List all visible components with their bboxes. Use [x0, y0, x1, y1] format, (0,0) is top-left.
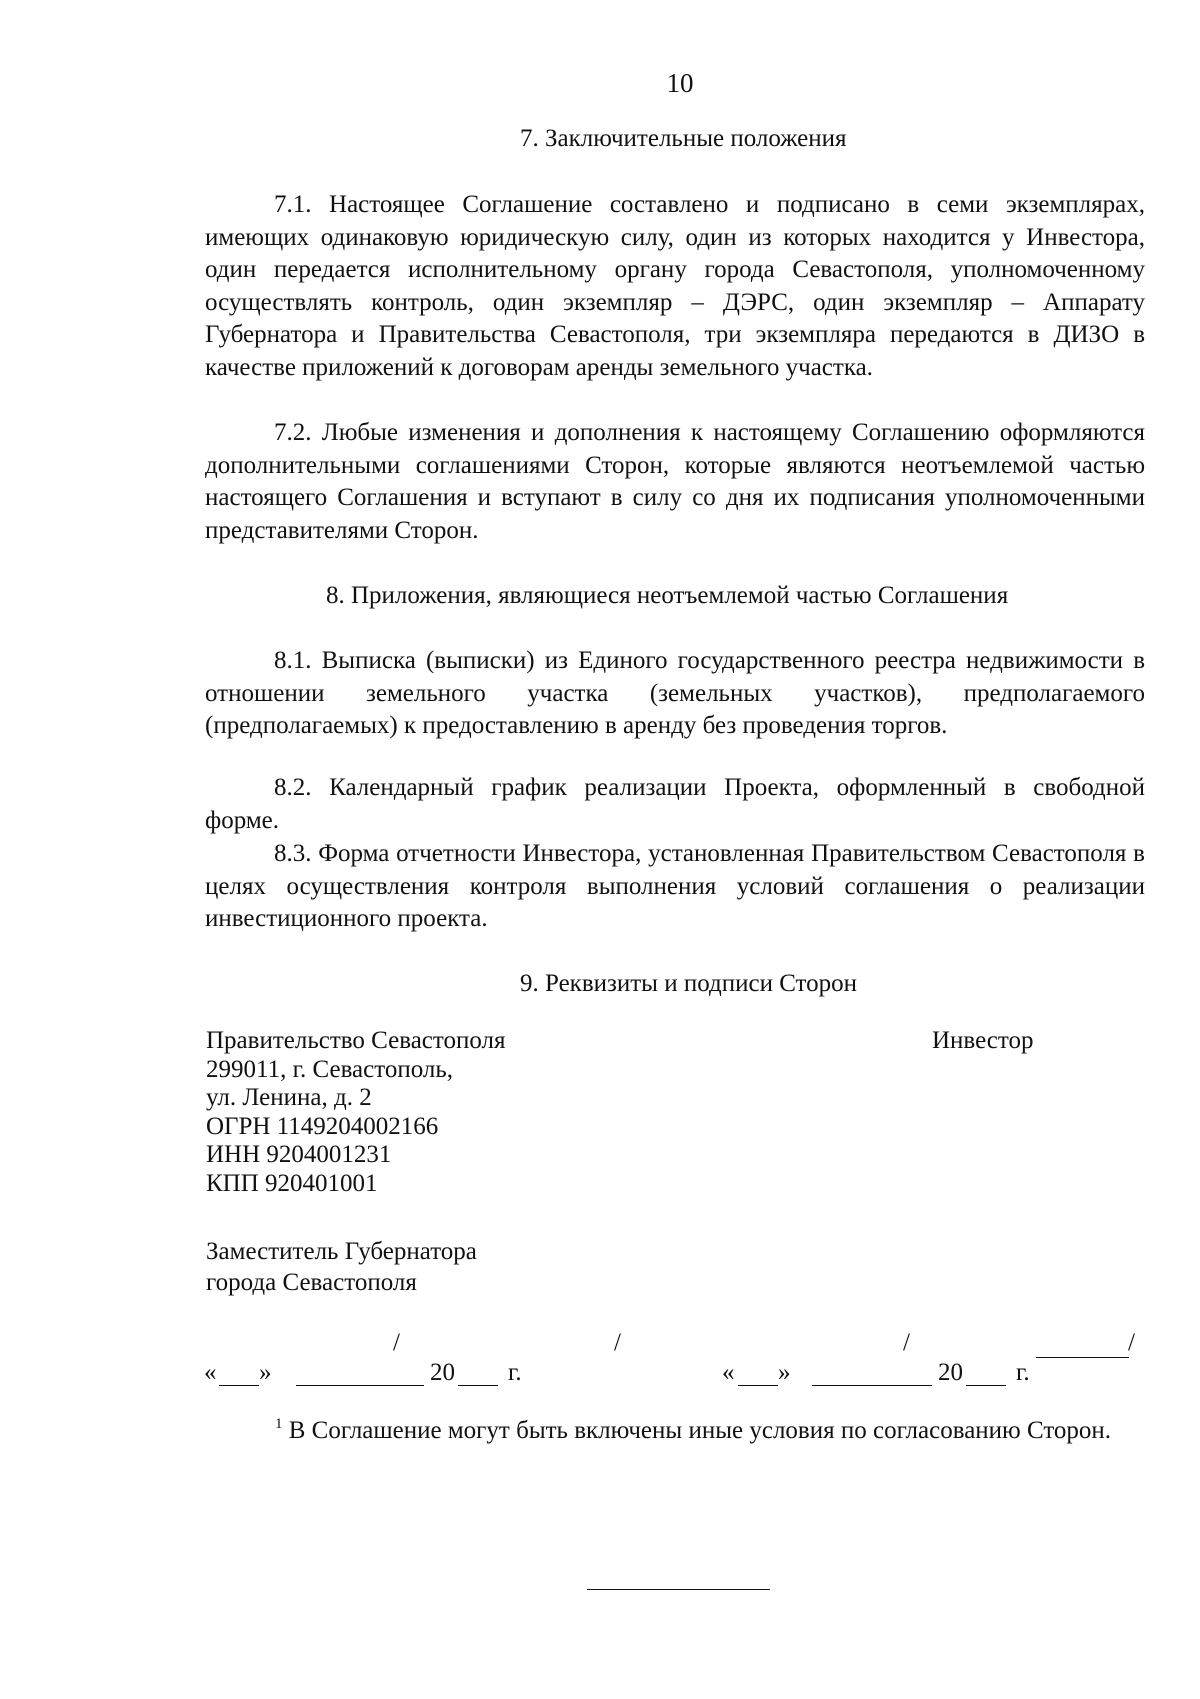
quote-open: «: [722, 1359, 735, 1386]
signature-blank-line: [1036, 1357, 1129, 1358]
paragraph-8-1: 8.1. Выписка (выписки) из Единого государственного реестра недвижимости в отношении земельного участка (земельных участков), предполагаемого (предполагаемых) к предоставлению в аренду без проведения торгов.: [205, 647, 1145, 739]
signatory-position: [206, 1236, 477, 1298]
month-blank-line: [296, 1385, 424, 1386]
government-requisites: [206, 1027, 506, 1198]
footnote-marker: 1: [275, 1416, 283, 1432]
party-name: Правительство Севастополя: [206, 1027, 506, 1054]
page-number: 10: [666, 68, 694, 98]
footnote: [205, 1408, 1145, 1447]
section-8-heading: 8. Приложения, являющиеся неотъемлемой частью Соглашения: [326, 582, 1009, 609]
position-line: Заместитель Губернатора: [206, 1238, 477, 1265]
day-blank-line: [219, 1385, 259, 1386]
year-prefix: 20: [430, 1359, 455, 1386]
paragraph-8-3: 8.3. Форма отчетности Инвестора, установленная Правительством Севастополя в целях осуществления контроля выполнения условий соглашения о реализации инвестиционного проекта.: [205, 840, 1145, 932]
paragraph-8-2: 8.2. Календарный график реализации Проекта, оформленный в свободной форме.: [205, 774, 1145, 834]
quote-close: »: [778, 1359, 791, 1386]
paragraph-7-2: 7.2. Любые изменения и дополнения к настоящему Соглашению оформляются дополнительными соглашениями Сторон, которые являются неотъемлемой частью настоящего Соглашения и вступают в силу со дня их подписания уполномоченными представителями Сторон.: [205, 419, 1145, 544]
year-suffix: г.: [508, 1359, 522, 1386]
quote-open: «: [204, 1359, 217, 1386]
signature-slash: /: [393, 1329, 400, 1356]
signature-slash: /: [903, 1329, 910, 1356]
ogrn: ОГРН 1149204002166: [206, 1112, 439, 1140]
address-line: ул. Ленина, д. 2: [206, 1084, 372, 1111]
year-suffix: г.: [1016, 1359, 1030, 1386]
end-separator-line: [587, 1589, 770, 1590]
inn: ИНН 9204001231: [206, 1141, 392, 1168]
section-7-heading: 7. Заключительные положения: [520, 125, 847, 152]
address-line: 299011, г. Севастополь,: [206, 1055, 454, 1083]
year-prefix: 20: [938, 1359, 963, 1386]
day-blank-line: [738, 1385, 778, 1386]
position-line: города Севастополя: [206, 1269, 417, 1296]
investor-label: Инвестор: [932, 1027, 1034, 1054]
footnote-text: В Соглашение могут быть включены иные условия по согласованию Сторон.: [288, 1417, 1112, 1444]
month-blank-line: [812, 1385, 932, 1386]
quote-close: »: [259, 1359, 272, 1386]
signature-slash: /: [614, 1329, 621, 1356]
year-blank-line: [458, 1385, 498, 1386]
signature-slash: /: [1128, 1329, 1135, 1356]
section-9-heading: 9. Реквизиты и подписи Сторон: [520, 970, 858, 997]
kpp: КПП 920401001: [206, 1169, 378, 1197]
paragraph-7-1: 7.1. Настоящее Соглашение составлено и подписано в семи экземплярах, имеющих одинаковую юридическую силу, один из которых находится у Инвестора, один передается исполнительному органу города Севастополя, уполномоченному осуществлять контроль, один экземпляр – ДЭРС, один экземпляр – Аппарату Губернатора и Правительства Севастополя, три экземпляра передаются в ДИЗО в качестве приложений к договорам аренды земельного участка.: [205, 191, 1145, 381]
year-blank-line: [966, 1385, 1006, 1386]
